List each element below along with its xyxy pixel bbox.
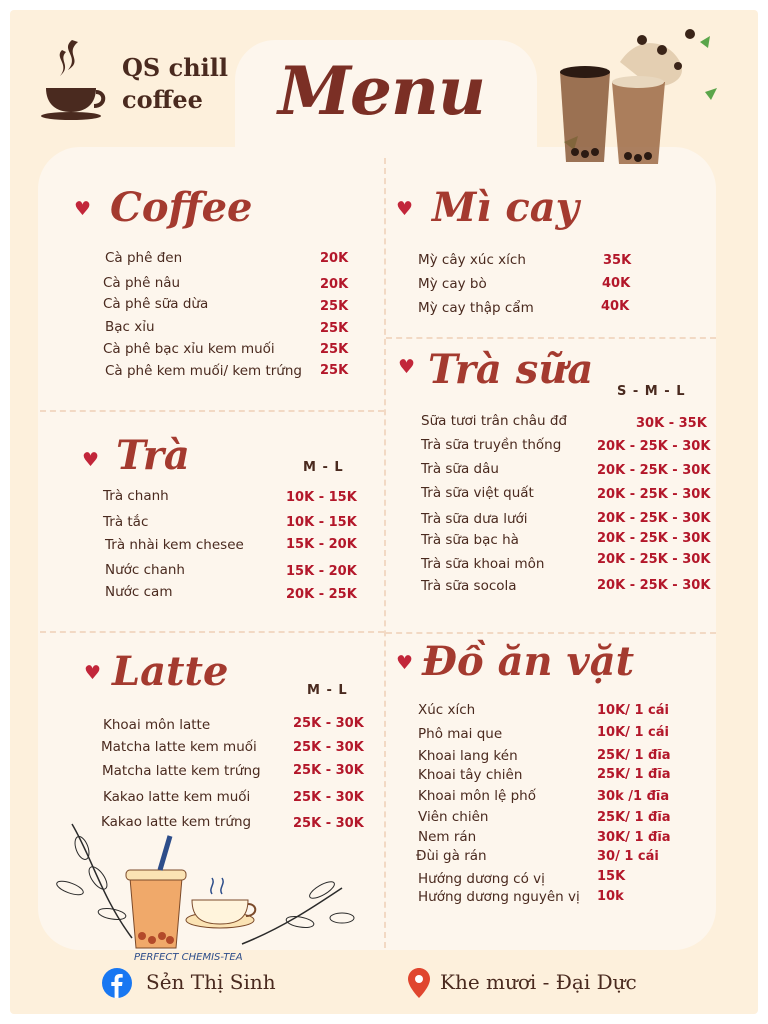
section-title-coffee: Coffee bbox=[110, 184, 253, 231]
list-item: Trà sữa bạc hà bbox=[421, 532, 519, 548]
item-price: 40K bbox=[601, 299, 630, 314]
item-price: 30k /1 đĩa bbox=[597, 789, 670, 804]
list-item: Cà phê đen bbox=[105, 250, 183, 266]
section-title-tra: Trà bbox=[116, 432, 190, 479]
item-price: 10K - 15K bbox=[286, 515, 357, 530]
list-item: Hướng dương có vị bbox=[418, 871, 545, 887]
item-price: 30K - 35K bbox=[636, 416, 707, 431]
heart-icon: ♥ bbox=[396, 652, 414, 674]
facebook-name[interactable]: Sẻn Thị Sinh bbox=[146, 970, 276, 994]
list-item: Mỳ cây xúc xích bbox=[418, 252, 526, 268]
item-price: 20K - 25K - 30K bbox=[597, 439, 711, 454]
item-price: 30/ 1 cái bbox=[597, 849, 659, 864]
item-price: 15K - 20K bbox=[286, 537, 357, 552]
list-item: Cà phê nâu bbox=[103, 275, 181, 291]
size-header-trasua: S - M - L bbox=[617, 384, 686, 399]
list-item: Nem rán bbox=[418, 829, 477, 845]
list-item: Nước chanh bbox=[105, 562, 185, 578]
item-price: 25K - 30K bbox=[293, 716, 364, 731]
list-item: Nước cam bbox=[105, 584, 173, 600]
size-header-tra: M - L bbox=[303, 460, 344, 475]
item-price: 25K bbox=[320, 321, 349, 336]
section-title-trasua: Trà sữa bbox=[428, 346, 594, 393]
item-price: 20K - 25K - 30K bbox=[597, 552, 711, 567]
list-item: Trà chanh bbox=[103, 488, 169, 504]
item-price: 25K - 30K bbox=[293, 763, 364, 778]
divider-micay bbox=[386, 337, 716, 339]
item-price: 25K/ 1 đĩa bbox=[597, 767, 671, 782]
illustration-caption: PERFECT CHEMIS-TEA bbox=[134, 952, 243, 962]
list-item: Matcha latte kem trứng bbox=[102, 763, 261, 779]
item-price: 25K - 30K bbox=[293, 816, 364, 831]
item-price: 25K bbox=[320, 299, 349, 314]
column-divider bbox=[384, 158, 386, 948]
list-item: Trà tắc bbox=[103, 514, 149, 530]
facebook-icon[interactable] bbox=[102, 968, 132, 998]
list-item: Hướng dương nguyên vị bbox=[418, 889, 580, 905]
list-item: Đùi gà rán bbox=[416, 848, 487, 864]
heart-icon: ♥ bbox=[74, 198, 92, 220]
item-price: 25K - 30K bbox=[293, 790, 364, 805]
item-price: 40K bbox=[602, 276, 631, 291]
brand-line-1: QS chill bbox=[122, 53, 229, 82]
section-title-latte: Latte bbox=[112, 648, 229, 695]
list-item: Mỳ cay thập cẩm bbox=[418, 300, 534, 316]
item-price: 20K - 25K - 30K bbox=[597, 487, 711, 502]
divider-tra bbox=[40, 631, 384, 633]
list-item: Khoai lang kén bbox=[418, 748, 518, 764]
list-item: Kakao latte kem trứng bbox=[101, 814, 252, 830]
item-price: 25K bbox=[320, 363, 349, 378]
heart-icon: ♥ bbox=[82, 449, 100, 471]
heart-icon: ♥ bbox=[398, 356, 416, 378]
item-price: 20K - 25K - 30K bbox=[597, 578, 711, 593]
list-item: Phô mai que bbox=[418, 726, 503, 742]
divider-coffee bbox=[40, 410, 384, 412]
item-price: 25K/ 1 đĩa bbox=[597, 810, 671, 825]
section-title-doanvat: Đồ ăn vặt bbox=[422, 638, 635, 685]
list-item: Trà sữa việt quất bbox=[421, 485, 534, 501]
brand-name bbox=[122, 52, 228, 116]
item-price: 35K bbox=[603, 253, 632, 268]
list-item: Cà phê bạc xỉu kem muối bbox=[103, 341, 275, 357]
list-item: Trà sữa socola bbox=[421, 578, 517, 594]
item-price: 20K - 25K - 30K bbox=[597, 531, 711, 546]
list-item: Trà sữa truyền thống bbox=[421, 437, 562, 453]
list-item: Khoai tây chiên bbox=[418, 767, 523, 783]
bubble-tea-illustration bbox=[550, 22, 720, 182]
page-title: Menu bbox=[278, 52, 486, 130]
list-item: Trà sữa dưa lưới bbox=[421, 511, 528, 527]
list-item: Cà phê kem muối/ kem trứng bbox=[105, 363, 302, 379]
item-price: 20K bbox=[320, 277, 349, 292]
item-price: 30K/ 1 đĩa bbox=[597, 830, 671, 845]
list-item: Khoai môn latte bbox=[103, 717, 211, 733]
list-item: Trà sữa dâu bbox=[421, 461, 499, 477]
brand-line-2: coffee bbox=[122, 85, 203, 114]
item-price: 15K - 20K bbox=[286, 564, 357, 579]
list-item: Kakao latte kem muối bbox=[103, 789, 251, 805]
coffee-cup-logo-icon bbox=[40, 36, 106, 122]
list-item: Trà nhài kem chesee bbox=[105, 537, 244, 553]
tea-cups-illustration bbox=[42, 818, 360, 962]
item-price: 10K - 15K bbox=[286, 490, 357, 505]
list-item: Cà phê sữa dừa bbox=[103, 296, 209, 312]
location-address: Khe mươi - Đại Dực bbox=[440, 970, 637, 994]
item-price: 25K - 30K bbox=[293, 740, 364, 755]
heart-icon: ♥ bbox=[396, 198, 414, 220]
section-title-micay: Mì cay bbox=[432, 184, 579, 231]
item-price: 25K/ 1 đĩa bbox=[597, 748, 671, 763]
list-item: Xúc xích bbox=[418, 702, 476, 718]
item-price: 20K bbox=[320, 251, 349, 266]
item-price: 10k bbox=[597, 889, 624, 904]
location-pin-icon bbox=[408, 968, 430, 998]
heart-icon: ♥ bbox=[84, 662, 102, 684]
item-price: 15K bbox=[597, 869, 626, 884]
size-header-latte: M - L bbox=[307, 683, 348, 698]
list-item: Khoai môn lệ phố bbox=[418, 788, 536, 804]
item-price: 20K - 25K - 30K bbox=[597, 511, 711, 526]
list-item: Viên chiên bbox=[418, 809, 489, 825]
list-item: Bạc xỉu bbox=[105, 319, 155, 335]
item-price: 20K - 25K bbox=[286, 587, 357, 602]
list-item: Matcha latte kem muối bbox=[101, 739, 257, 755]
item-price: 10K/ 1 cái bbox=[597, 725, 669, 740]
list-item: Mỳ cay bò bbox=[418, 276, 487, 292]
list-item: Trà sữa khoai môn bbox=[421, 556, 545, 572]
list-item: Sữa tươi trân châu đđ bbox=[421, 413, 568, 429]
item-price: 10K/ 1 cái bbox=[597, 703, 669, 718]
item-price: 25K bbox=[320, 342, 349, 357]
item-price: 20K - 25K - 30K bbox=[597, 463, 711, 478]
divider-trasua bbox=[386, 632, 716, 634]
